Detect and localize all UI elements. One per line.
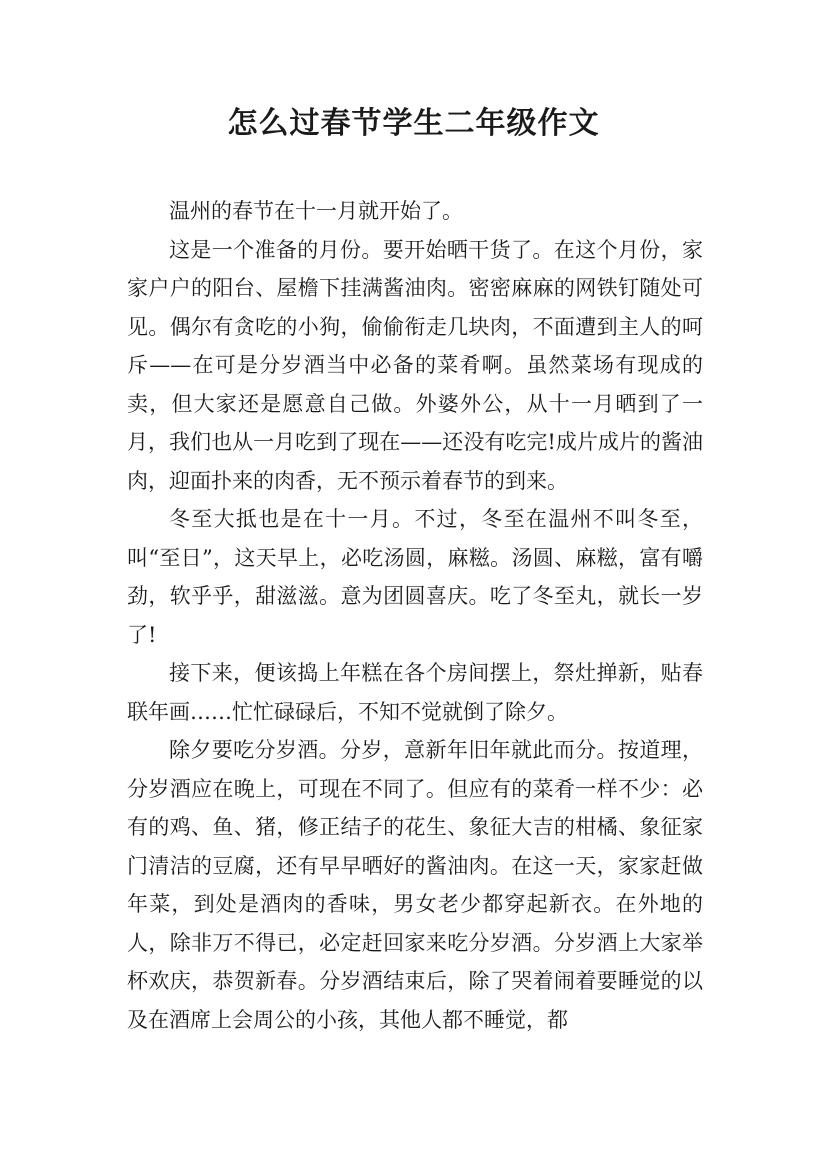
document-body [127, 192, 703, 1039]
document-title: 怎么过春节学生二年级作文 [227, 106, 600, 141]
paragraph-3: 冬至大抵也是在十一月。不过，冬至在温州不叫冬至，叫“至日”，这天早上，必吃汤圆，麻糍。汤圆、麻糍，富有嚼劲，软乎乎，甜滋滋。意为团圆喜庆。吃了冬至丸，就长一岁了! [127, 507, 703, 647]
paragraph-5: 除夕要吃分岁酒。分岁，意新年旧年就此而分。按道理，分岁酒应在晚上，可现在不同了。但应有的菜肴一样不少：必有的鸡、鱼、猪，修正结子的花生、象征大吉的柑橘、象征家门清洁的豆腐，还有早早晒好的酱油肉。在这一天，家家赶做年菜，到处是酒肉的香味，男女老少都穿起新衣。在外地的人，除非万不得已，必定赶回家来吃分岁酒。分岁酒上大家举杯欢庆，恭贺新春。分岁酒结束后，除了哭着闹着要睡觉的以及在酒席上会周公的小孩，其他人都不睡觉，都 [127, 738, 703, 1032]
paragraph-1: 温州的春节在十一月就开始了。 [169, 199, 463, 223]
paragraph-4: 接下来，便该捣上年糕在各个房间摆上，祭灶掸新，贴春联年画……忙忙碌碌后，不知不觉就倒了除夕。 [127, 661, 703, 724]
paragraph-2: 这是一个准备的月份。要开始晒干货了。在这个月份，家家户户的阳台、屋檐下挂满酱油肉。密密麻麻的网铁钉随处可见。偶尔有贪吃的小狗，偷偷衔走几块肉，不面遭到主人的呵斥——在可是分岁酒当中必备的菜肴啊。虽然菜场有现成的卖，但大家还是愿意自己做。外婆外公，从十一月晒到了一月，我们也从一月吃到了现在——还没有吃完!成片成片的酱油肉，迎面扑来的肉香，无不预示着春节的到来。 [127, 237, 703, 493]
